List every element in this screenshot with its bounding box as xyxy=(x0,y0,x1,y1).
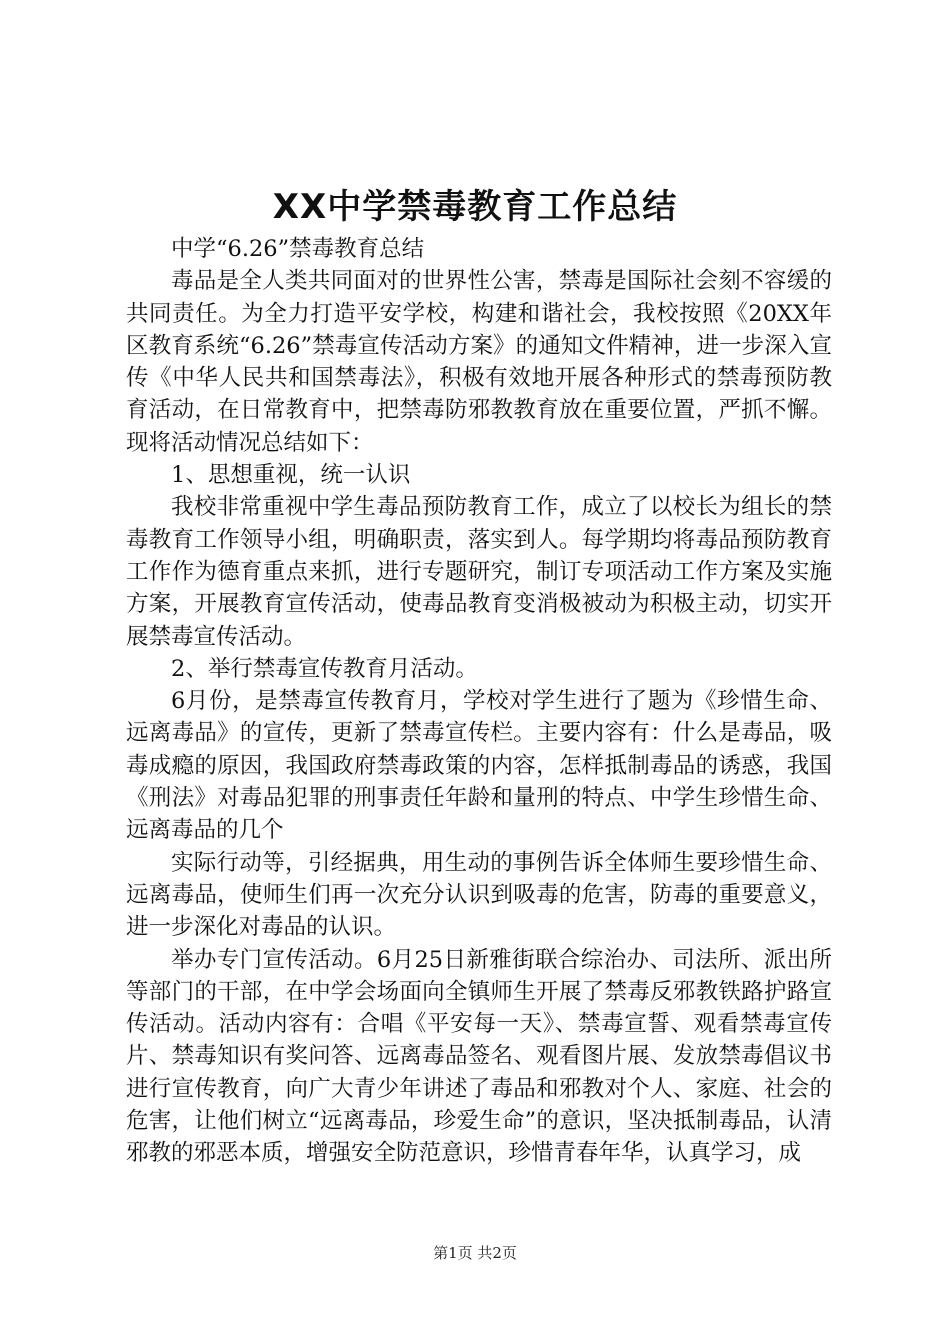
subtitle-paragraph: 中学“6.26”禁毒教育总结 xyxy=(171,236,425,262)
section-2-paragraph: 6月份，是禁毒宣传教育月，学校对学生进行了题为《珍惜生命、远离毒品》的宣传，更新了禁毒宣传栏。主要内容有：什么是毒品，吸毒成瘾的原因，我国政府禁毒政策的内容，怎样抵制毒品的诱惑，我国《刑法》对毒品犯罪的刑事责任年龄和量刑的特点、中学生珍惜生命、远离毒品的几个 xyxy=(126,688,832,844)
document-title: XX中学禁毒教育工作总结 xyxy=(272,187,678,227)
page-footer: 第1页 共2页 xyxy=(433,1244,517,1262)
section-2-continued-paragraph: 实际行动等，引经据典，用生动的事例告诉全体师生要珍惜生命、远离毒品，使师生们再一次充分认识到吸毒的危害，防毒的重要意义，进一步深化对毒品的认识。 xyxy=(126,849,832,941)
section-heading-2: 2、举行禁毒宣传教育月活动。 xyxy=(171,655,478,682)
document-body xyxy=(126,233,832,1170)
section-1-paragraph: 我校非常重视中学生毒品预防教育工作，成立了以校长为组长的禁毒教育工作领导小组，明确职责，落实到人。每学期均将毒品预防教育工作作为德育重点来抓，进行专题研究，制订专项活动工作方案及实施方案，开展教育宣传活动，使毒品教育变消极被动为积极主动，切实开展禁毒宣传活动。 xyxy=(126,494,832,650)
intro-paragraph: 毒品是全人类共同面对的世界性公害，禁毒是国际社会刻不容缓的共同责任。为全力打造平安学校，构建和谐社会，我校按照《20XX年区教育系统“6.26”禁毒宣传活动方案》的通知文件精神，进一步深入宣传《中华人民共和国禁毒法》，积极有效地开展各种形式的禁毒预防教育活动，在日常教育中，把禁毒防邪教教育放在重要位置，严抓不懈。现将活动情况总结如下： xyxy=(126,268,832,456)
section-heading-1: 1、思想重视，统一认识 xyxy=(171,462,411,489)
activity-paragraph: 举办专门宣传活动。6月25日新雅街联合综治办、司法所、派出所等部门的干部，在中学会场面向全镇师生开展了禁毒反邪教铁路护路宣传活动。活动内容有：合唱《平安每一天》、禁毒宣誓、观看禁毒宣传片、禁毒知识有奖问答、远离毒品签名、观看图片展、发放禁毒倡议书进行宣传教育，向广大青少年讲述了毒品和邪教对个人、家庭、社会的危害，让他们树立“远离毒品，珍爱生命”的意识，坚决抵制毒品，认清邪教的邪恶本质，增强安全防范意识，珍惜青春年华，认真学习，成 xyxy=(126,946,832,1167)
